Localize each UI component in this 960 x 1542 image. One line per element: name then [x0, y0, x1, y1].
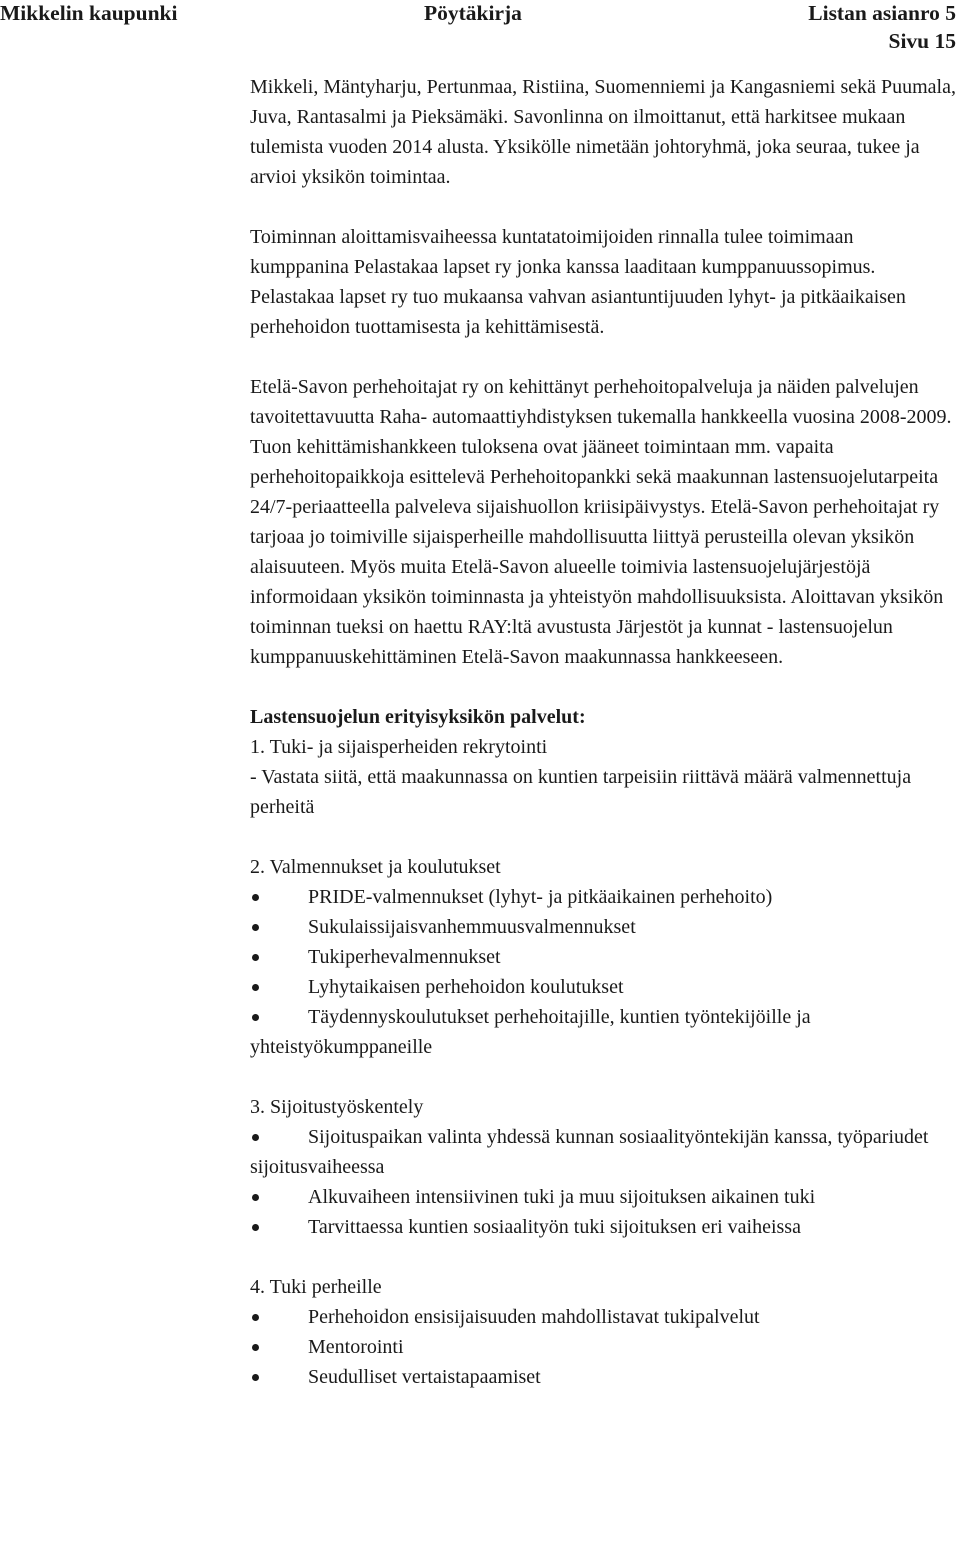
services-heading: Lastensuojelun erityisyksikön palvelut:	[250, 706, 586, 728]
paragraph-2: Toiminnan aloittamisvaiheessa kuntatatoimijoiden rinnalla tulee toimimaan kumppanina Pelastakaa lapset ry jonka kanssa laaditaan kumppanuussopimus. Pelastakaa lapset ry tuo mukaansa vahvan asiantuntijuuden lyhyt- ja pitkäaikaisen perhehoidon tuottamisesta ja kehittämisestä.	[250, 226, 906, 338]
header-document-type: Pöytäkirja	[424, 1, 522, 25]
list-item: PRIDE-valmennukset (lyhyt- ja pitkäaikainen perhehoito)	[308, 886, 773, 908]
header-city: Mikkelin kaupunki	[0, 1, 178, 25]
section-4-title: 4. Tuki perheille	[250, 1276, 382, 1298]
section-1-text: - Vastata siitä, että maakunnassa on kuntien tarpeisiin riittävä määrä valmennettuja perheitä	[250, 766, 912, 818]
page-header	[0, 0, 960, 60]
paragraph-1: Mikkeli, Mäntyharju, Pertunmaa, Ristiina, Suomenniemi ja Kangasniemi sekä Puumala, Juva, Rantasalmi ja Pieksämäki. Savonlinna on ilmoittanut, että harkitsee mukaan tulemista vuoden 2014 alusta. Yksikölle nimetään johtoryhmä, joka seuraa, tukee ja arvioi yksikön toimintaa.	[250, 76, 956, 188]
list-item: Tarvittaessa kuntien sosiaalityön tuki sijoituksen eri vaiheissa	[308, 1216, 801, 1238]
paragraph-3: Etelä-Savon perhehoitajat ry on kehittänyt perhehoitopalveluja ja näiden palvelujen tavoitettavuutta Raha- automaattiyhdistyksen tukemalla hankkeella vuosina 2008-2009. Tuon kehittämishankkeen tuloksena ovat jääneet toimintaan mm. vapaita perhehoitopaikkoja esittelevä Perhehoitopankki sekä maakunnan lastensuojelutarpeita 24/7-periaatteella palveleva sijaishuollon kriisipäivystys. Etelä-Savon perhehoitajat ry tarjoaa jo toimiville sijaisperheille mahdollisuutta liittyä perusteilla olevan yksikön alaisuuteen. Myös muita Etelä-Savon alueelle toimivia lastensuojelujärjestöjä informoidaan yksikön toiminnasta ja yhteistyön mahdollisuuksista. Aloittavan yksikön toiminnan tueksi on haettu RAY:ltä avustusta Järjestöt ja kunnat - lastensuojelun kumppanuuskehittäminen Etelä-Savon maakunnassa hankkeeseen.	[250, 376, 952, 668]
list-item: Seudulliset vertaistapaamiset	[308, 1366, 541, 1388]
header-page-number: Sivu 15	[888, 29, 956, 53]
section-2-title: 2. Valmennukset ja koulutukset	[250, 856, 501, 878]
list-item: Mentorointi	[308, 1336, 404, 1358]
list-item: Sukulaissijaisvanhemmuusvalmennukset	[308, 916, 636, 938]
header-item-number: Listan asianro 5	[808, 1, 956, 25]
list-item: Lyhytaikaisen perhehoidon koulutukset	[308, 976, 624, 998]
list-item: Perhehoidon ensisijaisuuden mahdollistavat tukipalvelut	[308, 1306, 760, 1328]
list-item: Sijoituspaikan valinta yhdessä kunnan sosiaalityöntekijän kanssa, työpariudet sijoitusvaiheessa	[250, 1126, 929, 1178]
list-item: Täydennyskoulutukset perhehoitajille, kuntien työntekijöille ja yhteistyökumppaneille	[250, 1006, 811, 1058]
list-item: Tukiperhevalmennukset	[308, 946, 501, 968]
section-3-title: 3. Sijoitustyöskentely	[250, 1096, 424, 1118]
list-item: Alkuvaiheen intensiivinen tuki ja muu sijoituksen aikainen tuki	[308, 1186, 816, 1208]
document-body	[250, 72, 956, 1392]
section-1-title: 1. Tuki- ja sijaisperheiden rekrytointi	[250, 736, 548, 758]
